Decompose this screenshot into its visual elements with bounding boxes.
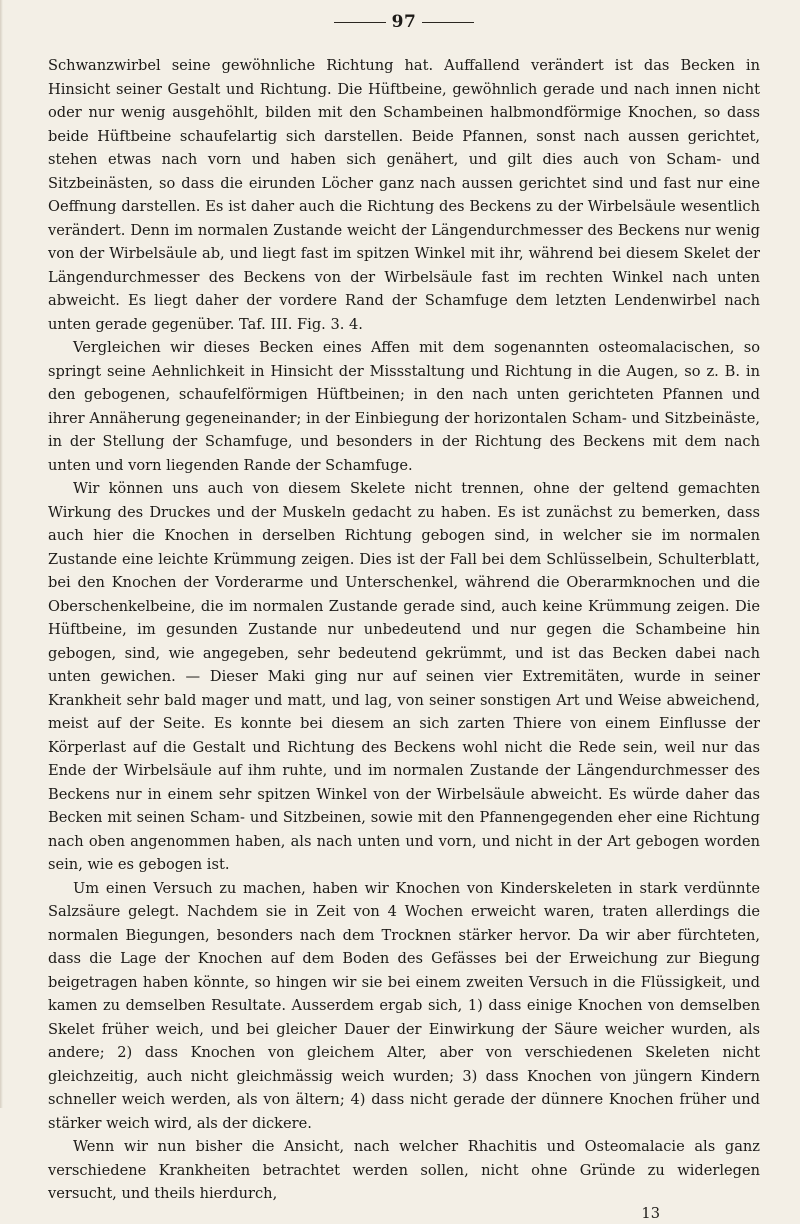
paragraph-2: Vergleichen wir dieses Becken eines Affen mit dem sogenannten osteomalacischen, so springt seine Aehnlichkeit in Hinsicht der Missstaltung und Richtung in die Augen, so z. B. in den gebogenen, schaufelförmigen Hüftbeinen; in den nach unten gerichteten Pfannen und ihrer Annäherung gegeneinander; in der Einbiegung der horizontalen Scham- und Sitzbeinäste, in der Stellung der Schamfuge, und besonders in der Richtung des Beckens mit dem nach unten und vorn liegenden Rande der Schamfuge.: [48, 339, 760, 474]
page-header: [48, 8, 760, 36]
header-rule-left: [334, 22, 386, 23]
paragraph-5: Wenn wir nun bisher die Ansicht, nach welcher Rhachitis und Osteomalacie als ganz verschiedene Krankheiten betrachtet werden sollen, nicht ohne Gründe zu widerlegen versucht, und theils hierdurch,: [48, 1138, 760, 1202]
paragraph-3: Wir können uns auch von diesem Skelete nicht trennen, ohne der geltend gemachten Wirkung des Druckes und der Muskeln gedacht zu haben. Es ist zunächst zu bemerken, dass auch hier die Knochen in derselben Richtung gebogen sind, in welcher sie im normalen Zustande eine leichte Krümmung zeigen. Dies ist der Fall bei dem Schlüsselbein, Schulterblatt, bei den Knochen der Vorderarme und Unterschenkel, während die Oberarmknochen und die Oberschenkelbeine, die im normalen Zustande gerade sind, auch keine Krümmung zeigen. Die Hüftbeine, im gesunden Zustande nur unbedeutend und nur gegen die Schambeine hin gebogen, sind, wie angegeben, sehr bedeutend gekrümmt, und ist das Becken dabei nach unten gewichen. — Dieser Maki ging nur auf seinen vier Extremitäten, wurde in seiner Krankheit sehr bald mager und matt, und lag, von seiner sonstigen Art und Weise abweichend, meist auf der Seite. Es konnte bei diesem an sich zarten Thiere von einem Einflusse der Körperlast auf die Gestalt und Richtung des Beckens wohl nicht die Rede sein, weil nur das Ende der Wirbelsäule auf ihm ruhte, und im normalen Zustande der Längendurchmesser des Beckens nur in einem sehr spitzen Winkel von der Wirbelsäule abweicht. Es würde daher das Becken mit seinen Scham- und Sitzbeinen, sowie mit den Pfannengegenden eher eine Richtung nach oben angenommen haben, als nach unten und vorn, und nicht in der Art gebogen worden sein, wie es gebogen ist.: [48, 480, 760, 873]
page-number: 97: [391, 12, 417, 32]
paragraph-1: Schwanzwirbel seine gewöhnliche Richtung hat. Auffallend verändert ist das Becken in Hinsicht seiner Gestalt und Richtung. Die Hüftbeine, gewöhnlich gerade und nach innen nicht oder nur wenig ausgehöhlt, bilden mit den Schambeinen halbmondförmige Knochen, so dass beide Hüftbeine schaufelartig sich darstellen. Beide Pfannen, sonst nach aussen gerichtet, stehen etwas nach vorn und haben sich genähert, und gilt dies auch von Scham- und Sitzbeinästen, so dass die eirunden Löcher ganz nach aussen gerichtet sind und fast nur eine Oeffnung darstellen. Es ist daher auch die Richtung des Beckens zu der Wirbelsäule wesentlich verändert. Denn im normalen Zustande weicht der Längendurchmesser des Beckens nur wenig von der Wirbelsäule ab, und liegt fast im spitzen Winkel mit ihr, während bei diesem Skelet der Längendurchmesser des Beckens von der Wirbelsäule fast im rechten Winkel nach unten abweicht. Es liegt daher der vordere Rand der Schamfuge dem letzten Lendenwirbel nach unten gerade gegenüber. Taf. III. Fig. 3. 4.: [48, 57, 760, 333]
header-rule-right: [422, 22, 474, 23]
body-text: [48, 54, 760, 1206]
paragraph-4: Um einen Versuch zu machen, haben wir Knochen von Kinderskeleten in stark verdünnte Salzsäure gelegt. Nachdem sie in Zeit von 4 Wochen erweicht waren, traten allerdings die normalen Biegungen, besonders nach dem Trocknen stärker hervor. Da wir aber fürchteten, dass die Lage der Knochen auf dem Boden des Gefässes bei der Erweichung zur Biegung beigetragen haben könnte, so hingen wir sie bei einem zweiten Versuch in die Flüssigkeit, und kamen zu demselben Resultate. Ausserdem ergab sich, 1) dass einige Knochen von demselben Skelet früher weich, und bei gleicher Dauer der Einwirkung der Säure weicher wurden, als andere; 2) dass Knochen von gleichem Alter, aber von verschiedenen Skeleten nicht gleichzeitig, auch nicht gleichmässig weich wurden; 3) dass Knochen von jüngern Kindern schneller weich werden, als von ältern; 4) dass nicht gerade der dünnere Knochen früher und stärker weich wird, als der dickere.: [48, 879, 760, 1132]
page-gutter-shadow: [0, 0, 3, 1108]
signature-mark: 13: [641, 1204, 660, 1222]
